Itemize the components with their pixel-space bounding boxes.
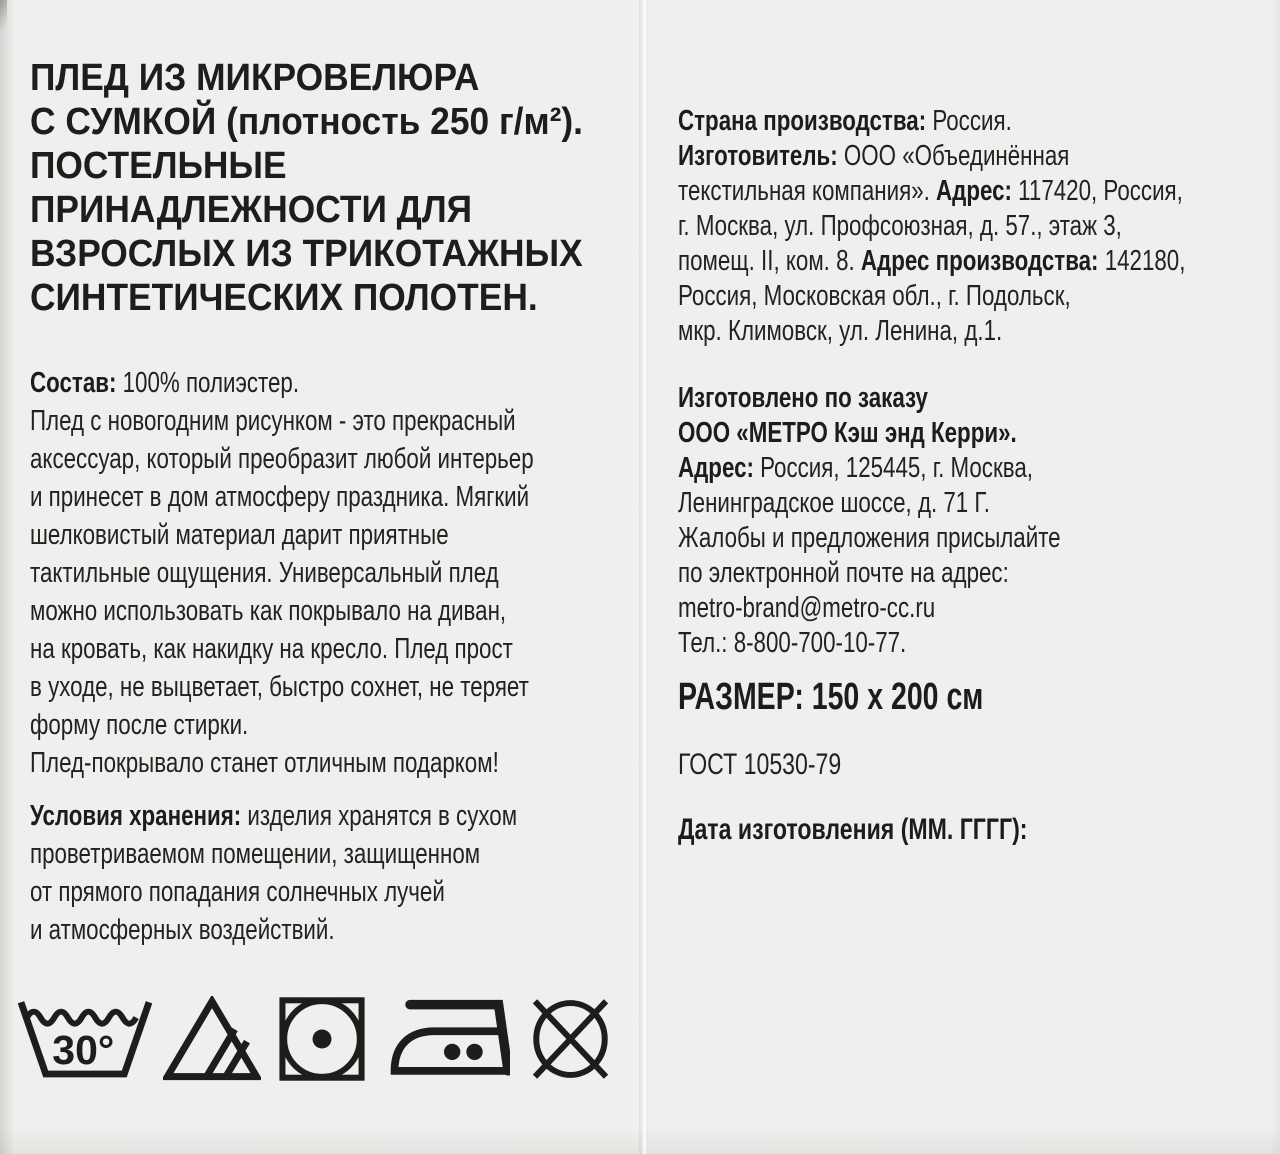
order-address-value: Россия, 125445, г. Москва, <box>760 452 1033 484</box>
right-column <box>678 104 1258 848</box>
manufacturer-label: Изготовитель: <box>678 140 838 172</box>
text-line: в уходе, не выцветает, быстро сохнет, не теряет <box>30 671 529 703</box>
right-edge-shadow <box>1270 0 1280 1154</box>
title-line: ВЗРОСЛЫХ ИЗ ТРИКОТАЖНЫХ <box>30 233 583 275</box>
do-not-dry-clean-icon <box>529 996 612 1082</box>
address-value-2: помещ. II, ком. 8. <box>678 245 855 277</box>
manufacturer-value: ООО «Объединённая <box>843 140 1070 172</box>
size-title: РАЗМЕР: 150 х 200 см <box>678 676 984 718</box>
ordered-by-line <box>678 381 1125 416</box>
iron-medium-icon <box>384 996 510 1082</box>
country-label: Страна производства: <box>678 105 927 137</box>
text-line: Плед-покрывало станет отличным подарком! <box>30 747 499 779</box>
text-line: проветриваемом помещении, защищенном <box>30 838 481 870</box>
manufacturer-line <box>678 139 1125 174</box>
title-line: ПРИНАДЛЕЖНОСТИ ДЛЯ <box>30 189 473 231</box>
text-line: можно использовать как покрывало на диван, <box>30 595 507 627</box>
text-line: тактильные ощущения. Универсальный плед <box>30 557 499 589</box>
composition-value: 100% полиэстер. <box>122 367 300 399</box>
manufacturer-section <box>678 104 1258 349</box>
storage-line <box>30 797 518 835</box>
composition-section <box>30 364 630 782</box>
composition-line <box>30 364 492 402</box>
company-name: ООО «МЕТРО Кэш энд Керри». <box>678 417 1017 449</box>
storage-section <box>30 797 630 949</box>
address-line <box>678 244 1186 279</box>
address-label: Адрес: <box>936 175 1012 207</box>
wash-30-icon <box>15 996 155 1082</box>
svg-text:30°: 30° <box>52 1026 115 1073</box>
order-address-line: Ленинградское шоссе, д. 71 Г. <box>678 487 990 519</box>
order-address-line <box>678 451 1125 486</box>
composition-label: Состав: <box>30 367 117 399</box>
ordered-by-label: Изготовлено по заказу <box>678 382 928 414</box>
product-title <box>30 56 630 320</box>
prod-address-label: Адрес производства: <box>860 245 1099 277</box>
prod-address-value: 142180, <box>1104 245 1186 277</box>
text-line: на кровать, как накидку на кресло. Плед прост <box>30 633 513 665</box>
text-line: и принесет в дом атмосферу праздника. Мягкий <box>30 481 530 513</box>
title-line: С СУМКОЙ (плотность 250 г/м²). <box>30 101 584 143</box>
feedback-line: по электронной почте на адрес: <box>678 557 1009 589</box>
address-line: г. Москва, ул. Профсоюзная, д. 57., этаж 3, <box>678 210 1122 242</box>
country-line <box>678 104 1125 139</box>
feedback-line: Жалобы и предложения присылайте <box>678 522 1061 554</box>
feedback-phone: Тел.: 8-800-700-10-77. <box>678 627 907 659</box>
left-column <box>30 56 630 949</box>
title-line: ПЛЕД ИЗ МИКРОВЕЛЮРА <box>30 57 480 99</box>
manufacture-date-label: Дата изготовления (ММ. ГГГГ): <box>678 813 1028 846</box>
text-line: Плед с новогодним рисунком - это прекрасный <box>30 405 516 437</box>
address-line: Россия, Московская обл., г. Подольск, <box>678 280 1071 312</box>
text-line: от прямого попадания солнечных лучей <box>30 876 445 908</box>
address-value: 117420, Россия, <box>1018 175 1183 207</box>
order-address-label: Адрес: <box>678 452 754 484</box>
tumble-dry-low-icon <box>278 996 366 1082</box>
fold-crease <box>639 0 648 1154</box>
address-line: мкр. Климовск, ул. Ленина, д.1. <box>678 315 1003 347</box>
bleach-non-chlorine-icon <box>163 996 261 1082</box>
feedback-email: metro-brand@metro-cc.ru <box>678 592 936 624</box>
left-edge-shadow <box>0 0 14 1154</box>
storage-value: изделия хранятся в сухом <box>247 800 518 832</box>
text-line: форму после стирки. <box>30 709 249 741</box>
title-line: ПОСТЕЛЬНЫЕ <box>30 145 287 187</box>
country-value: Россия. <box>932 105 1012 137</box>
address-line <box>678 174 1183 209</box>
gost-number: ГОСТ 10530-79 <box>678 748 842 781</box>
ordered-by-company <box>678 416 1125 451</box>
text-line: шелковистый материал дарит приятные <box>30 519 449 551</box>
title-line: СИНТЕТИЧЕСКИХ ПОЛОТЕН. <box>30 277 538 319</box>
care-symbols-row <box>15 996 612 1082</box>
manufacturer-value-2: текстильная компания». <box>678 175 930 207</box>
storage-label: Условия хранения: <box>30 800 242 832</box>
ordered-by-section <box>678 381 1258 661</box>
text-line: аксессуар, который преобразит любой интерьер <box>30 443 534 475</box>
text-line: и атмосферных воздействий. <box>30 914 335 946</box>
